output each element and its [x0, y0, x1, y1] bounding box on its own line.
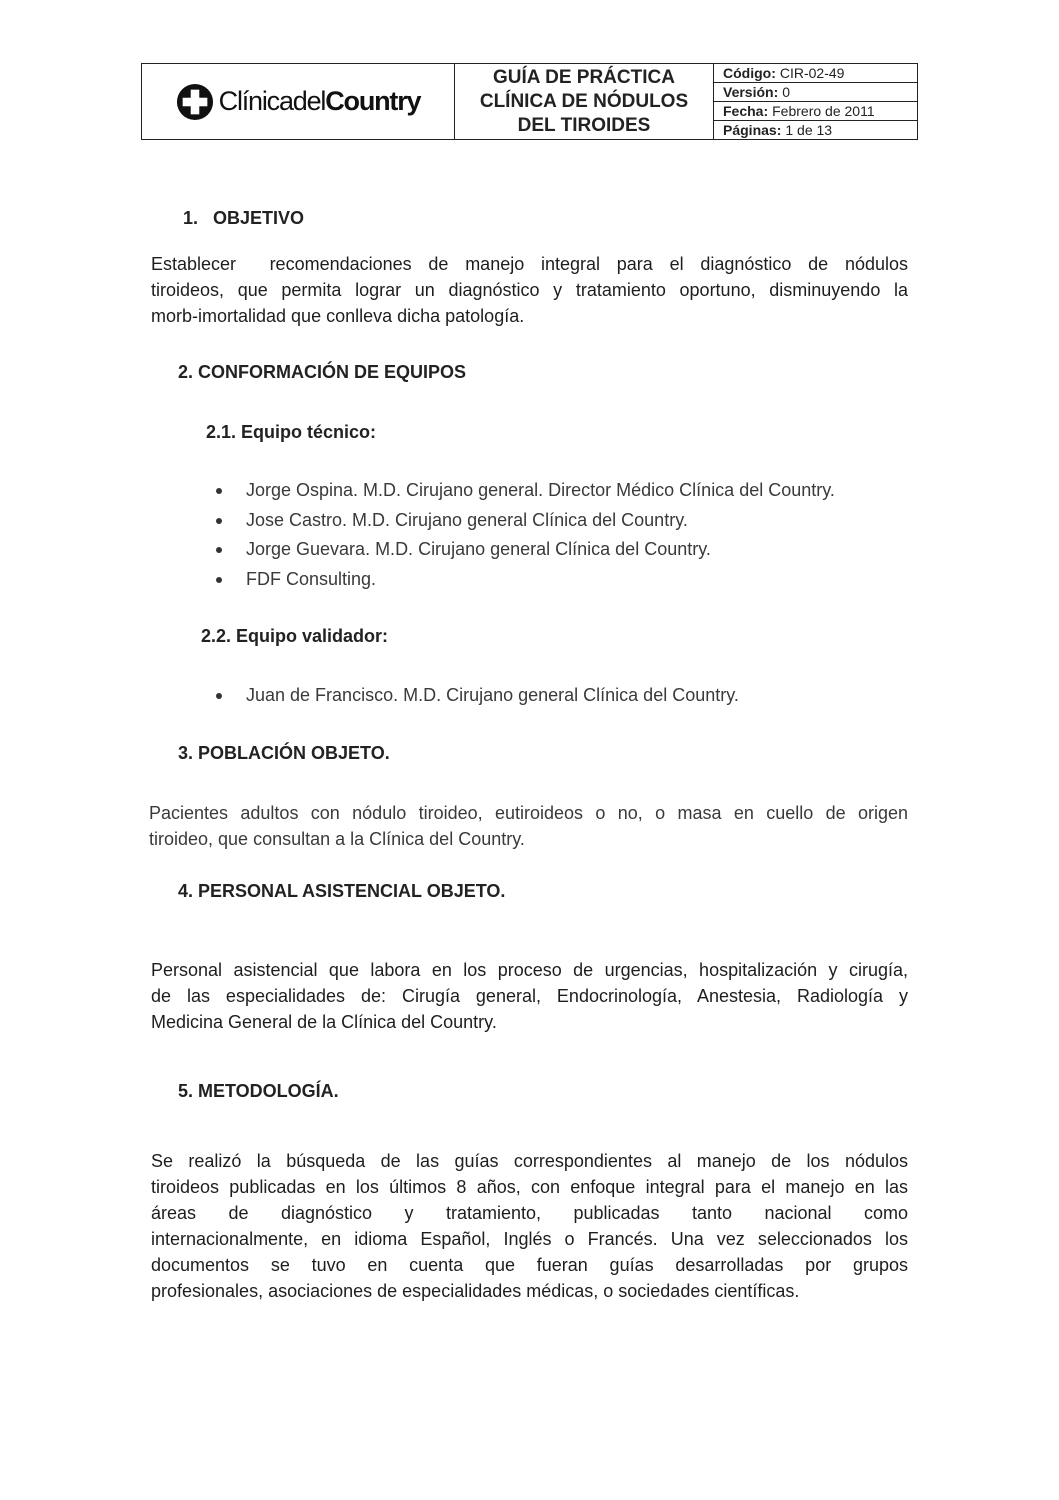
text-line: internacionalmente, en idioma Español, Inglés o Francés. Una vez seleccionados los: [151, 1229, 908, 1249]
text-line: Personal asistencial que labora en los proceso de urgencias, hospitalización y cirugía,: [151, 960, 908, 980]
subheading-equipo-tecnico: 2.1. Equipo técnico:: [206, 422, 377, 442]
list-item: Juan de Francisco. M.D. Cirujano general Clínica del Country.: [216, 681, 739, 711]
text-line: tiroideo, que consultan a la Clínica del Country.: [149, 829, 525, 849]
text-line: tiroideos publicadas en los últimos 8 años, con enfoque integral para el manejo en las: [151, 1177, 908, 1197]
text-line: áreas de diagnóstico y tratamiento, publicadas tanto nacional como: [151, 1203, 908, 1223]
meta-version: Versión: 0: [714, 83, 917, 102]
text-line: Medicina General de la Clínica del Country.: [151, 1012, 497, 1032]
section-heading-equipos: 2. CONFORMACIÓN DE EQUIPOS: [178, 362, 467, 382]
section-heading-poblacion: 3. POBLACIÓN OBJETO.: [178, 743, 390, 763]
text-line: documentos se tuvo en cuenta que fueran guías desarrolladas por grupos: [151, 1255, 908, 1275]
section-body-metodologia: [151, 1148, 908, 1304]
text-line: de las especialidades de: Cirugía general, Endocrinología, Anestesia, Radiología y: [151, 986, 908, 1006]
logo-cell: [142, 64, 455, 139]
logo-wordmark: ClínicadelCountry: [218, 86, 421, 116]
text-line: Se realizó la búsqueda de las guías correspondientes al manejo de los nódulos: [151, 1151, 908, 1171]
title-line: GUÍA DE PRÁCTICA: [493, 66, 675, 88]
list-item: Jorge Ospina. M.D. Cirujano general. Director Médico Clínica del Country.: [216, 476, 835, 506]
team-validator-list: [216, 681, 739, 711]
list-item: Jorge Guevara. M.D. Cirujano general Clínica del Country.: [216, 535, 835, 565]
subheading-equipo-validador: 2.2. Equipo validador:: [201, 626, 389, 646]
meta-code: Código: CIR-02-49: [714, 64, 917, 83]
text-line: profesionales, asociaciones de especialidades médicas, o sociedades científicas.: [151, 1281, 800, 1301]
document-meta: [714, 64, 917, 139]
document-title: [455, 64, 714, 139]
clinica-logo: [176, 83, 421, 121]
text-line: tiroideos, que permita lograr un diagnóstico y tratamiento oportuno, disminuyendo la: [151, 280, 908, 300]
section-body-objetivo: [151, 251, 908, 329]
text-line: morb-imortalidad que conlleva dicha patología.: [151, 306, 525, 326]
section-body-poblacion: [149, 800, 908, 852]
meta-pages: Páginas: 1 de 13: [723, 122, 833, 138]
list-item: FDF Consulting.: [216, 565, 835, 595]
text-line: Establecer recomendaciones de manejo integral para el diagnóstico de nódulos: [151, 254, 908, 274]
title-line: DEL TIROIDES: [517, 114, 651, 136]
section-body-personal: [151, 957, 908, 1035]
clinic-cross-icon: [176, 83, 214, 121]
team-technical-list: [216, 476, 835, 594]
section-heading-personal: 4. PERSONAL ASISTENCIAL OBJETO.: [178, 881, 506, 901]
section-heading-objetivo: 1. OBJETIVO: [183, 208, 305, 228]
meta-date: Fecha: Febrero de 2011: [714, 102, 917, 121]
text-line: Pacientes adultos con nódulo tiroideo, eutiroideos o no, o masa en cuello de origen: [149, 803, 908, 823]
document-header: [141, 63, 918, 140]
list-item: Jose Castro. M.D. Cirujano general Clínica del Country.: [216, 506, 835, 536]
title-line: CLÍNICA DE NÓDULOS: [479, 90, 689, 112]
section-heading-metodologia: 5. METODOLOGÍA.: [178, 1081, 339, 1101]
